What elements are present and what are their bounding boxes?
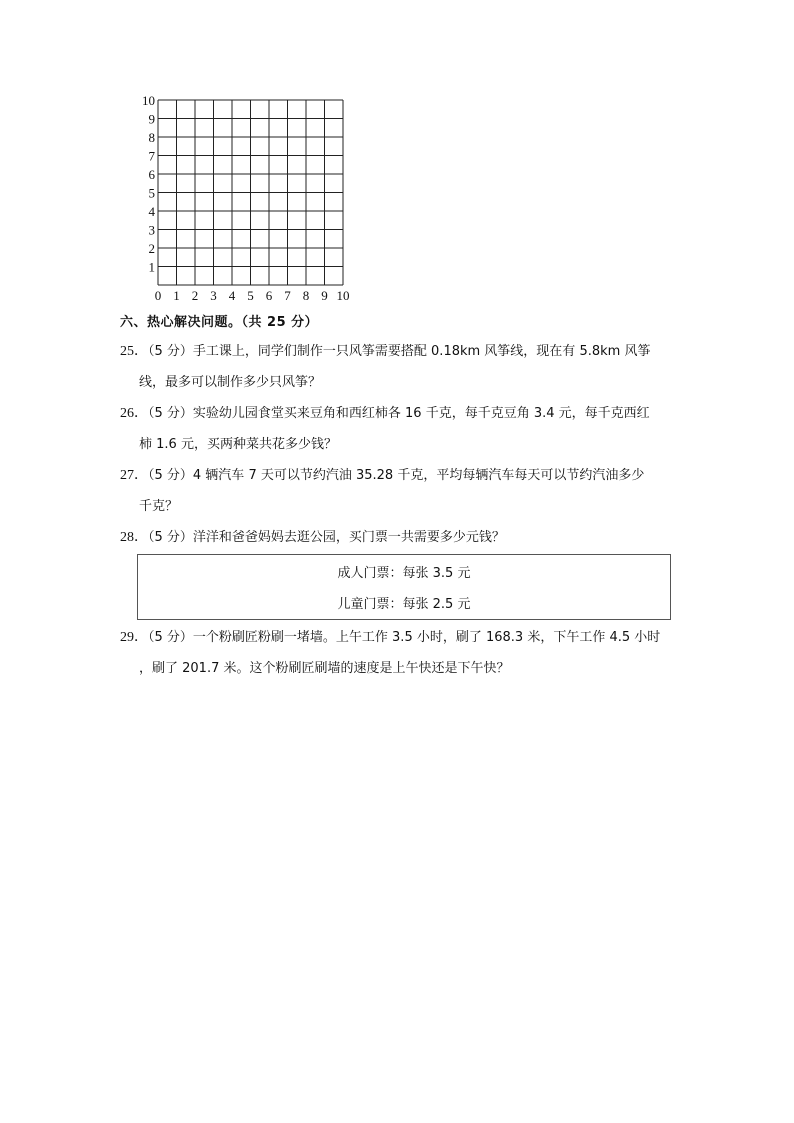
grid-svg bbox=[130, 92, 360, 304]
question-25 bbox=[120, 336, 680, 398]
x-axis-label: 9 bbox=[321, 288, 328, 303]
x-axis-label: 7 bbox=[284, 288, 291, 303]
y-axis-label: 5 bbox=[148, 185, 155, 201]
question-score: （5 分） bbox=[148, 344, 193, 359]
question-text-line2: ，刷了 201.7 米。这个粉刷匠刷墙的速度是上午快还是下午快？ bbox=[139, 661, 510, 676]
y-axis-label: 1 bbox=[148, 259, 155, 275]
x-axis-label: 1 bbox=[173, 288, 180, 303]
y-axis-label: 6 bbox=[148, 167, 155, 182]
question-text-line2: 线，最多可以制作多少只风筝？ bbox=[139, 375, 322, 390]
question-number: 28． bbox=[120, 530, 148, 545]
ticket-price-box bbox=[137, 554, 671, 620]
x-axis-label: 8 bbox=[302, 288, 310, 303]
question-text-line2: 柿 1.6 元，买两种菜共花多少钱？ bbox=[139, 437, 337, 452]
y-axis-label: 3 bbox=[148, 222, 155, 238]
question-number: 25． bbox=[120, 344, 148, 359]
question-text-line2: 千克？ bbox=[139, 499, 179, 514]
y-axis-label: 2 bbox=[148, 241, 155, 256]
question-text-line1: 一个粉刷匠粉刷一堵墙。上午工作 3.5 小时，刷了 168.3 米，下午工作 4.5 小时 bbox=[192, 630, 661, 645]
question-score: （5 分） bbox=[148, 468, 193, 483]
y-axis-label: 9 bbox=[148, 111, 155, 127]
x-axis-label: 2 bbox=[191, 288, 199, 303]
question-score: （5 分） bbox=[148, 406, 193, 421]
y-axis-label: 4 bbox=[148, 204, 155, 219]
question-27 bbox=[120, 460, 680, 522]
question-text-line1: 实验幼儿园食堂买来豆角和西红柿各 16 千克，每千克豆角 3.4 元，每千克西红 bbox=[192, 406, 650, 421]
question-29 bbox=[120, 622, 680, 684]
x-axis-label: 5 bbox=[247, 288, 254, 303]
x-axis-label: 6 bbox=[265, 288, 273, 303]
x-axis-label: 3 bbox=[210, 288, 217, 303]
ticket-adult: 成人门票：每张 3.5 元 bbox=[337, 566, 471, 581]
question-score: （5 分） bbox=[148, 630, 193, 645]
x-axis-label: 10 bbox=[336, 288, 350, 303]
y-axis-label: 10 bbox=[142, 93, 155, 108]
y-axis-label: 8 bbox=[148, 130, 155, 145]
question-26 bbox=[120, 398, 680, 460]
y-axis-label: 7 bbox=[148, 148, 155, 164]
question-score: （5 分） bbox=[148, 530, 193, 545]
question-number: 29． bbox=[120, 630, 148, 645]
question-text-line1: 洋洋和爸爸妈妈去逛公园，买门票一共需要多少元钱？ bbox=[192, 530, 505, 545]
question-text-line1: 4 辆汽车 7 天可以节约汽油 35.28 千克，平均每辆汽车每天可以节约汽油多少 bbox=[192, 468, 645, 483]
x-axis-label: 0 bbox=[154, 288, 162, 303]
question-text-line1: 手工课上，同学们制作一只风筝需要搭配 0.18km 风筝线，现在有 5.8km 风筝 bbox=[192, 344, 651, 359]
x-axis-label: 4 bbox=[228, 288, 236, 303]
coordinate-grid bbox=[130, 92, 360, 304]
section-title: 六、热心解决问题。（共 25 分） bbox=[120, 315, 319, 330]
ticket-child: 儿童门票：每张 2.5 元 bbox=[337, 597, 471, 612]
question-number: 27． bbox=[120, 468, 148, 483]
question-28 bbox=[120, 522, 680, 553]
question-number: 26． bbox=[120, 406, 148, 421]
